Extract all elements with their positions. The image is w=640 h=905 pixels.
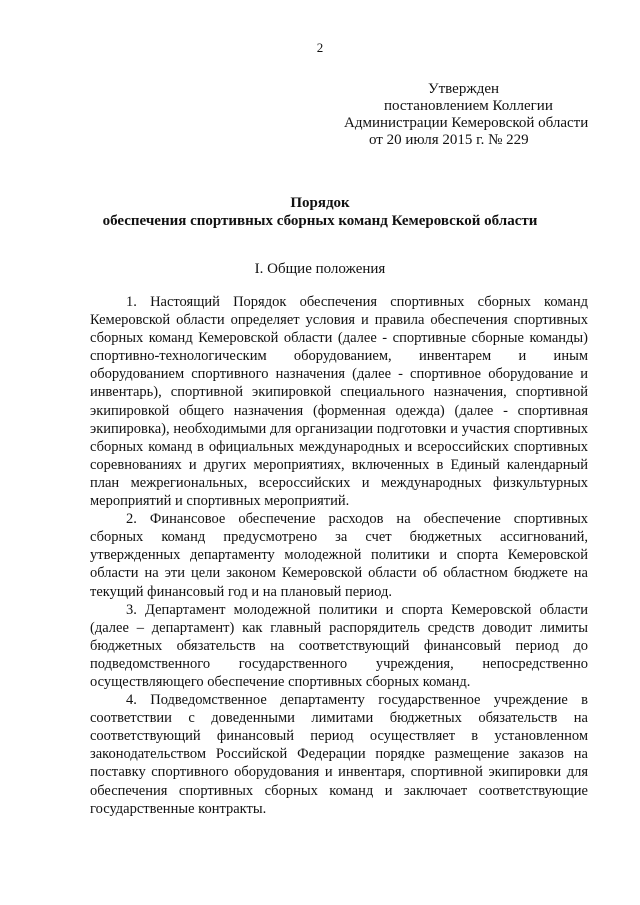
- approval-line: Утвержден: [428, 81, 500, 97]
- document-body: [90, 293, 588, 818]
- section-heading: I. Общие положения: [254, 261, 386, 277]
- approval-stamp: [320, 81, 640, 149]
- paragraph: 4. Подведомственное департаменту государственное учреждение в соответствии с доведенными лимитами бюджетных обязательств на соответствующий финансовый период осуществляет в установленном законодательством Российской Федерации порядке размещение заказов на поставку спортивного оборудования и инвентаря, спортивной экипировки для обеспечения спортивных сборных команд и заключает соответствующие государственные контракты.: [90, 692, 588, 817]
- paragraph: 3. Департамент молодежной политики и спорта Кемеровской области (далее – департамент) как главный распорядитель средств доводит лимиты бюджетных обязательств на соответствующий финансовый период до подведомственного государственного учреждения, непосредственно осуществляющего обеспечение спортивных сборных команд.: [90, 601, 588, 690]
- title-line: Порядок: [290, 195, 350, 211]
- approval-line: Администрации Кемеровской области: [344, 115, 589, 131]
- approval-line: от 20 июля 2015 г. № 229: [369, 132, 529, 148]
- paragraph: 1. Настоящий Порядок обеспечения спортивных сборных команд Кемеровской области определяет условия и правила обеспечения спортивных сборных команд Кемеровской области (далее - спортивные сборные команды) спортивно-технологическим оборудованием, инвентарем и иным оборудованием спортивного назначения (далее - спортивное оборудование и инвентарь), спортивной экипировкой специального назначения, спортивной экипировкой общего назначения (форменная одежда) (далее - спортивная экипировка), необходимыми для организации подготовки и участия спортивных сборных команд в официальных международных и всероссийских спортивных соревнованиях и других мероприятиях, включенных в Единый календарный план межрегиональных, всероссийских и международных физкультурных мероприятий и спортивных мероприятий.: [90, 294, 588, 510]
- title-line: обеспечения спортивных сборных команд Кемеровской области: [102, 213, 538, 229]
- paragraph: 2. Финансовое обеспечение расходов на обеспечение спортивных сборных команд предусмотрено за счет бюджетных ассигнований, утвержденных департаменту молодежной политики и спорта Кемеровской области на эти цели законом Кемеровской области об областном бюджете на текущий финансовый год и на плановый период.: [90, 511, 588, 600]
- page-number: 2: [316, 40, 324, 55]
- document-title: [0, 194, 640, 230]
- approval-line: постановлением Коллегии: [384, 98, 553, 114]
